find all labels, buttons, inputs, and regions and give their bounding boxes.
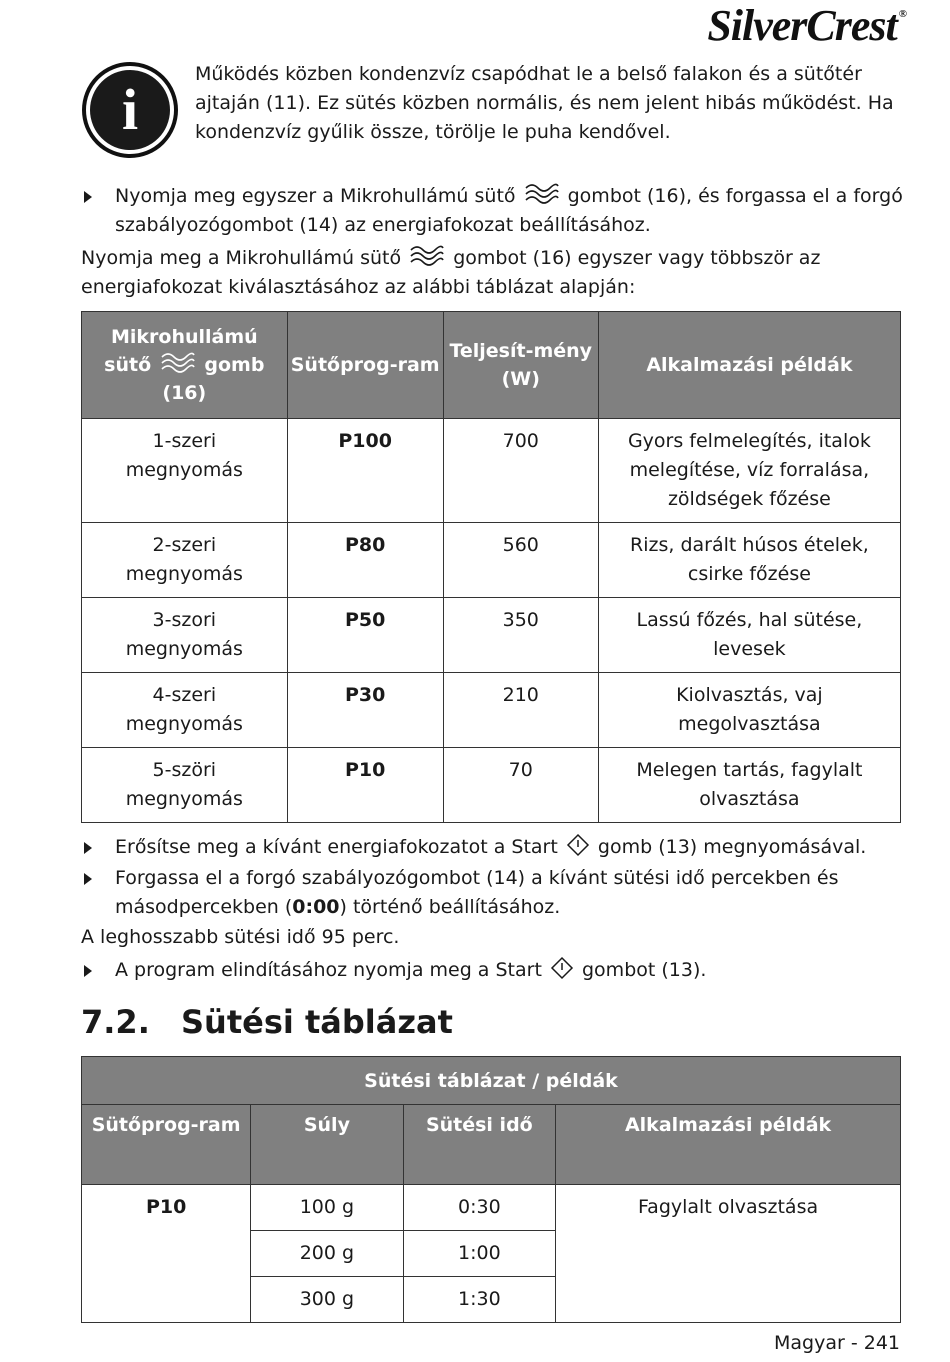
microwave-wave-icon <box>160 351 196 375</box>
condensation-note: Működés közben kondenzvíz csapódhat le a belső falakon és a sütőtér ajtaján (11). Ez sütés közben normális, és nem jelent hibás működést. Ha kondenzvíz gyűlik össze, törölje le puha kendővel. <box>195 63 894 143</box>
table-header-row <box>82 312 901 419</box>
usage-example: Lassú főzés, hal sütése, levesek <box>598 598 900 673</box>
start-diamond-icon <box>566 833 590 857</box>
time-value: 0:30 <box>403 1185 556 1231</box>
table-row <box>82 748 901 823</box>
program-code: P10 <box>287 748 443 823</box>
microwave-wave-icon <box>409 244 445 268</box>
header-button-presses: Mikrohullámú sütő gomb (16) <box>82 312 288 419</box>
page-number: Magyar - 241 <box>774 1332 900 1354</box>
press-count: 2-szeri megnyomás <box>82 523 288 598</box>
table-row <box>82 419 901 523</box>
header-examples: Alkalmazási példák <box>598 312 900 419</box>
header-examples: Alkalmazási példák <box>556 1105 901 1185</box>
power-value: 70 <box>443 748 598 823</box>
program-code: P50 <box>287 598 443 673</box>
table-row <box>82 673 901 748</box>
step-select-power: Nyomja meg egyszer a Mikrohullámú sütő gombot (16), és forgassa el a forgó szabályozógombot (14) az energiafokozat beállításához. <box>81 182 915 240</box>
silvercrest-logo: SilverCrest ® <box>707 1 906 50</box>
weight-value: 200 g <box>251 1231 403 1277</box>
program-code: P100 <box>287 419 443 523</box>
time-value: 1:30 <box>403 1277 556 1323</box>
power-value: 700 <box>443 419 598 523</box>
press-count: 1-szeri megnyomás <box>82 419 288 523</box>
cooking-table <box>81 1056 901 1323</box>
usage-example: Gyors felmelegítés, italok melegítése, víz forralása, zöldségek főzése <box>598 419 900 523</box>
header-program: Sütőprog-ram <box>287 312 443 419</box>
usage-example: Melegen tartás, fagylalt olvasztása <box>598 748 900 823</box>
table-title-row <box>82 1057 901 1105</box>
program-code: P30 <box>287 673 443 748</box>
header-power: Teljesít-mény (W) <box>443 312 598 419</box>
cooking-table-title: Sütési táblázat / példák <box>82 1057 901 1105</box>
power-level-table <box>81 311 901 823</box>
weight-value: 300 g <box>251 1277 403 1323</box>
weight-value: 100 g <box>251 1185 403 1231</box>
table-header-row <box>82 1105 901 1185</box>
usage-example: Rizs, darált húsos ételek, csirke főzése <box>598 523 900 598</box>
step-confirm-power: Erősítse meg a kívánt energiafokozatot a Start gomb (13) megnyomásával. <box>81 833 935 862</box>
time-value: 1:00 <box>403 1231 556 1277</box>
table-row <box>82 523 901 598</box>
info-icon: i <box>82 62 178 158</box>
press-count: 4-szeri megnyomás <box>82 673 288 748</box>
step-start-program: A program elindításához nyomja meg a Start gombot (13). <box>81 956 935 985</box>
header-program: Sütőprog-ram <box>82 1105 251 1185</box>
press-count: 5-szöri megnyomás <box>82 748 288 823</box>
press-count: 3-szori megnyomás <box>82 598 288 673</box>
power-value: 350 <box>443 598 598 673</box>
header-weight: Súly <box>251 1105 403 1185</box>
usage-example: Kiolvasztás, vaj megolvasztása <box>598 673 900 748</box>
table-row <box>82 598 901 673</box>
header-time: Sütési idő <box>403 1105 556 1185</box>
program-code: P80 <box>287 523 443 598</box>
usage-example: Fagylalt olvasztása <box>556 1185 901 1323</box>
step-set-time: Forgassa el a forgó szabályozógombot (14) a kívánt sütési idő percekben és másodpercekben (0:00) történő beállításához. <box>81 864 925 922</box>
select-power-paragraph: Nyomja meg a Mikrohullámú sütő gombot (16) egyszer vagy többször az energiafokozat kiválasztásához az alábbi táblázat alapján: <box>81 244 901 302</box>
start-diamond-icon <box>550 956 574 980</box>
table-row <box>82 1185 901 1231</box>
power-value: 560 <box>443 523 598 598</box>
power-value: 210 <box>443 673 598 748</box>
max-cooking-time: A leghosszabb sütési idő 95 perc. <box>81 926 400 948</box>
program-code: P10 <box>82 1185 251 1323</box>
microwave-wave-icon <box>524 182 560 206</box>
section-heading: 7.2. Sütési táblázat <box>81 1003 453 1041</box>
